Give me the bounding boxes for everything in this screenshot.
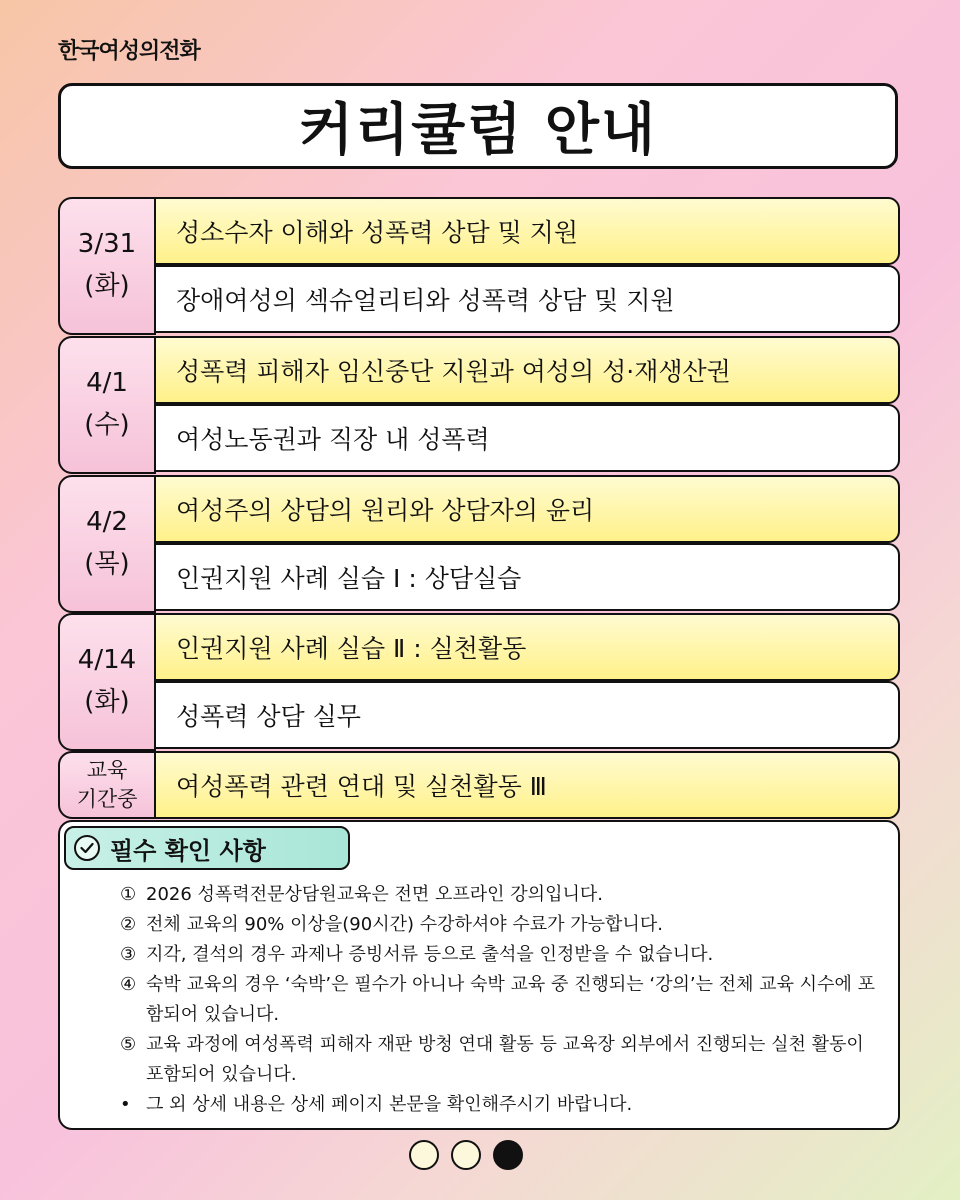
check-circle-icon [74,835,100,861]
topic-label: 성소수자 이해와 성폭력 상담 및 지원 [176,218,578,247]
topic-item [154,265,900,333]
date-label: 4/14 [77,645,137,676]
note-item [120,970,880,1030]
note-item [120,1090,880,1120]
day-label: (화) [84,271,130,301]
brand-logo: 한국여성의전화 [58,39,200,64]
note-marker: • [120,1094,131,1115]
title-box [58,83,898,169]
topic-item [154,543,900,611]
day-label: (화) [84,687,130,717]
pagination-dot-1[interactable] [409,1140,439,1170]
schedule-row [58,336,900,474]
schedule-row [58,475,900,613]
note-marker: ① [120,884,137,905]
pagination-dots [409,1140,523,1170]
note-text: 2026 성폭력전문상담원교육은 전면 오프라인 강의입니다. [146,884,603,905]
day-label: (목) [84,549,130,579]
topic-label: 성폭력 피해자 임신중단 지원과 여성의 성·재생산권 [176,357,731,386]
topic-label: 여성노동권과 직장 내 성폭력 [176,425,490,454]
pagination-dot-2[interactable] [451,1140,481,1170]
topic-label: 여성폭력 관련 연대 및 실천활동 Ⅲ [176,772,547,801]
schedule-row [58,197,900,335]
topic-item [154,336,900,404]
notes-list [120,880,880,1120]
topic-label: 여성주의 상담의 원리와 상담자의 윤리 [176,496,595,525]
topic-item [154,681,900,749]
topic-item [154,751,900,819]
note-marker: ④ [120,974,137,995]
note-text: 전체 교육의 90% 이상을(90시간) 수강하셔야 수료가 가능합니다. [146,914,663,935]
day-label: (수) [84,410,130,440]
note-text: 그 외 상세 내용은 상세 페이지 본문을 확인해주시기 바랍니다. [146,1094,633,1115]
date-cell [58,751,156,819]
note-item [120,1030,880,1090]
day-label: 기간중 [76,787,138,811]
date-cell [58,613,156,751]
note-text: 숙박 교육의 경우 ‘숙박’은 필수가 아니나 숙박 교육 중 진행되는 ‘강의’는 전체 교육 시수에 포함되어 있습니다. [146,974,875,1025]
date-label: 4/1 [86,368,128,399]
notes-heading-tag [64,826,350,870]
notes-heading: 필수 확인 사항 [110,836,266,865]
topic-item [154,613,900,681]
pagination-dot-3[interactable] [493,1140,523,1170]
schedule-row [58,751,900,819]
note-text: 교육 과정에 여성폭력 피해자 재판 방청 연대 활동 등 교육장 외부에서 진행되는 실천 활동이 포함되어 있습니다. [146,1034,864,1085]
note-item [120,940,880,970]
topic-label: 인권지원 사례 실습 Ⅰ : 상담실습 [176,564,522,593]
date-label: 3/31 [77,229,137,260]
date-cell [58,197,156,335]
notes-panel [58,820,900,1130]
schedule-row [58,613,900,751]
date-label: 4/2 [86,507,128,538]
note-text: 지각, 결석의 경우 과제나 증빙서류 등으로 출석을 인정받을 수 없습니다. [146,944,714,965]
date-cell [58,475,156,613]
date-label: 교육 [86,757,128,782]
topic-label: 인권지원 사례 실습 Ⅱ : 실천활동 [176,634,527,663]
note-item [120,910,880,940]
date-cell [58,336,156,474]
topic-item [154,475,900,543]
note-item [120,880,880,910]
note-marker: ⑤ [120,1034,137,1055]
page-title: 커리큘럼 안내 [298,98,658,163]
topic-label: 성폭력 상담 실무 [176,702,361,731]
topic-item [154,197,900,265]
note-marker: ② [120,914,137,935]
note-marker: ③ [120,944,137,965]
topic-label: 장애여성의 섹슈얼리티와 성폭력 상담 및 지원 [176,286,675,315]
topic-item [154,404,900,472]
